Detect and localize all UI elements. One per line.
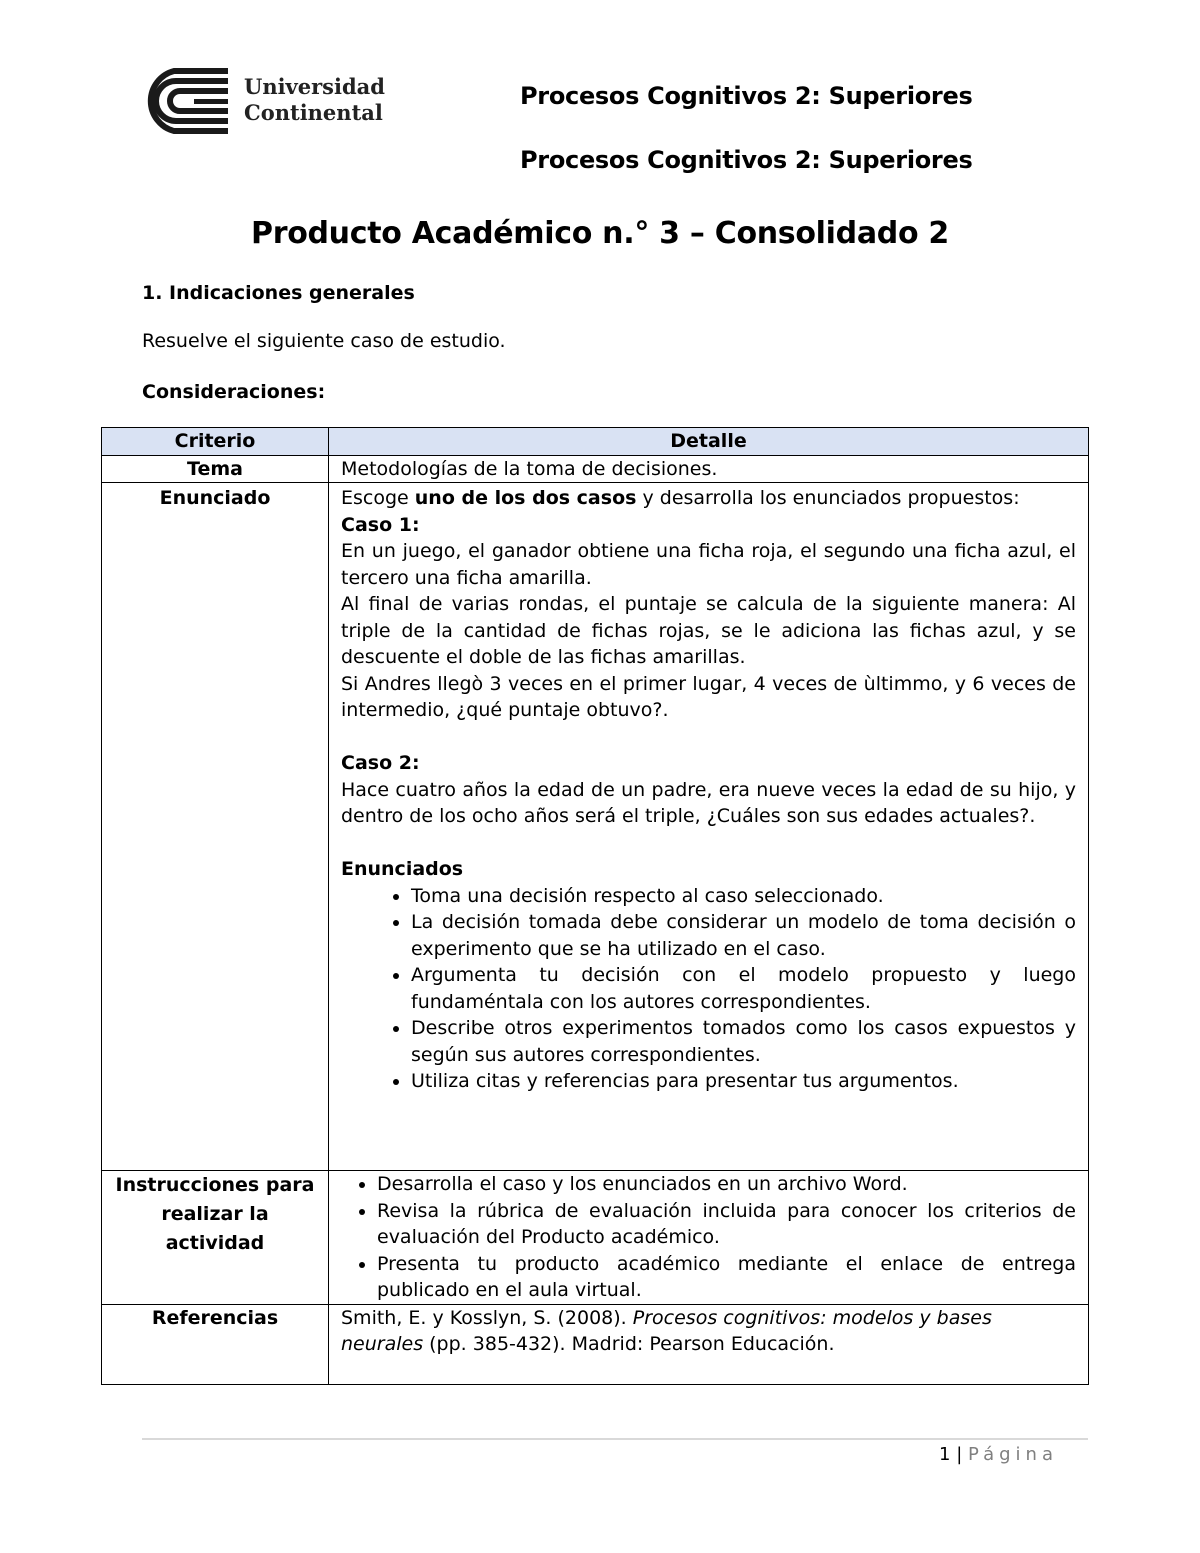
table-row-referencias	[102, 1304, 1089, 1385]
footer-divider	[142, 1438, 1088, 1440]
enunciados-title: Enunciados	[341, 858, 464, 880]
page-number: 1	[939, 1444, 951, 1465]
referencias-label: Referencias	[102, 1304, 329, 1385]
caso1-paragraph-1: En un juego, el ganador obtiene una ficha roja, el segundo una ficha azul, el tercero una ficha amarilla.	[341, 540, 1076, 589]
header-course-subtitle: Procesos Cognitivos 2: Superiores	[520, 146, 973, 174]
intro-text: Resuelve el siguiente caso de estudio.	[142, 330, 506, 352]
list-item: • Presenta tu producto académico mediante el enlace de entrega publicado en el aula virtual.	[377, 1251, 1076, 1304]
section-heading: 1. Indicaciones generales	[142, 282, 415, 304]
reference-publisher: (pp. 385-432). Madrid: Pearson Educación.	[423, 1333, 835, 1355]
tema-label: Tema	[102, 455, 329, 483]
intro-bold: uno de los dos casos	[414, 487, 637, 509]
university-logo-icon	[140, 68, 232, 134]
enunciado-label: Enunciado	[102, 483, 329, 1171]
header-criterio: Criterio	[102, 428, 329, 456]
list-item: • Desarrolla el caso y los enunciados en un archivo Word.	[377, 1171, 1076, 1198]
caso2-title: Caso 2:	[341, 752, 420, 774]
logo-line-1: Universidad	[244, 74, 385, 99]
criteria-table	[101, 427, 1089, 1385]
instrucciones-label: Instrucciones para realizar la actividad	[102, 1171, 329, 1305]
caso1-paragraph-2: Al final de varias rondas, el puntaje se calcula de la siguiente manera: Al triple de la cantidad de fichas rojas, se le adiciona las fichas azul, y se descuente el doble de las fichas amarillas.	[341, 593, 1076, 668]
list-item: • Toma una decisión respecto al caso seleccionado.	[411, 883, 1076, 910]
tema-value: Metodologías de la toma de decisiones.	[329, 455, 1089, 483]
header-course-title: Procesos Cognitivos 2: Superiores	[520, 82, 973, 110]
table-header-row	[102, 428, 1089, 456]
header-detalle: Detalle	[329, 428, 1089, 456]
list-item: • Describe otros experimentos tomados como los casos expuestos y según sus autores correspondientes.	[411, 1015, 1076, 1068]
instrucciones-content	[329, 1171, 1089, 1305]
caso1-title: Caso 1:	[341, 513, 420, 536]
instrucciones-list	[341, 1171, 1076, 1304]
list-item: • La decisión tomada debe considerar un modelo de toma decisión o experimento que se ha utilizado en el caso.	[411, 909, 1076, 962]
logo-line-2: Continental	[244, 100, 383, 125]
list-item: • Revisa la rúbrica de evaluación incluida para conocer los criterios de evaluación del Producto académico.	[377, 1198, 1076, 1251]
reference-title: Procesos cognitivos: modelos y bases neurales	[341, 1306, 992, 1355]
intro-post: y desarrolla los enunciados propuestos:	[642, 487, 1020, 509]
list-item: • Argumenta tu decisión con el modelo propuesto y luego fundaméntala con los autores correspondientes.	[411, 962, 1076, 1015]
reference-authors: Smith, E. y Kosslyn, S. (2008).	[341, 1306, 633, 1329]
enunciados-list	[341, 883, 1076, 1095]
table-row-instrucciones	[102, 1171, 1089, 1305]
university-logo	[140, 68, 385, 134]
footer-separator: |	[956, 1444, 963, 1465]
referencias-content	[329, 1304, 1089, 1385]
table-row-tema	[102, 455, 1089, 483]
intro-pre: Escoge	[341, 487, 409, 509]
caso1-paragraph-3: Si Andres llegò 3 veces en el primer lugar, 4 veces de ùltimmo, y 6 veces de intermedio, ¿qué puntaje obtuvo?.	[341, 672, 1076, 721]
caso2-paragraph: Hace cuatro años la edad de un padre, era nueve veces la edad de su hijo, y dentro de los ocho años será el triple, ¿Cuáles son sus edades actuales?.	[341, 778, 1076, 827]
logo-text	[244, 74, 385, 126]
page-title: Producto Académico n.° 3 – Consolidado 2	[251, 216, 949, 251]
considerations-heading: Consideraciones:	[142, 381, 326, 403]
page-footer	[939, 1444, 1058, 1465]
table-row-enunciado	[102, 483, 1089, 1171]
enunciado-intro	[341, 485, 1076, 512]
list-item: • Utiliza citas y referencias para presentar tus argumentos.	[411, 1068, 1076, 1095]
page-label: Página	[968, 1444, 1058, 1465]
enunciado-content	[329, 483, 1089, 1171]
